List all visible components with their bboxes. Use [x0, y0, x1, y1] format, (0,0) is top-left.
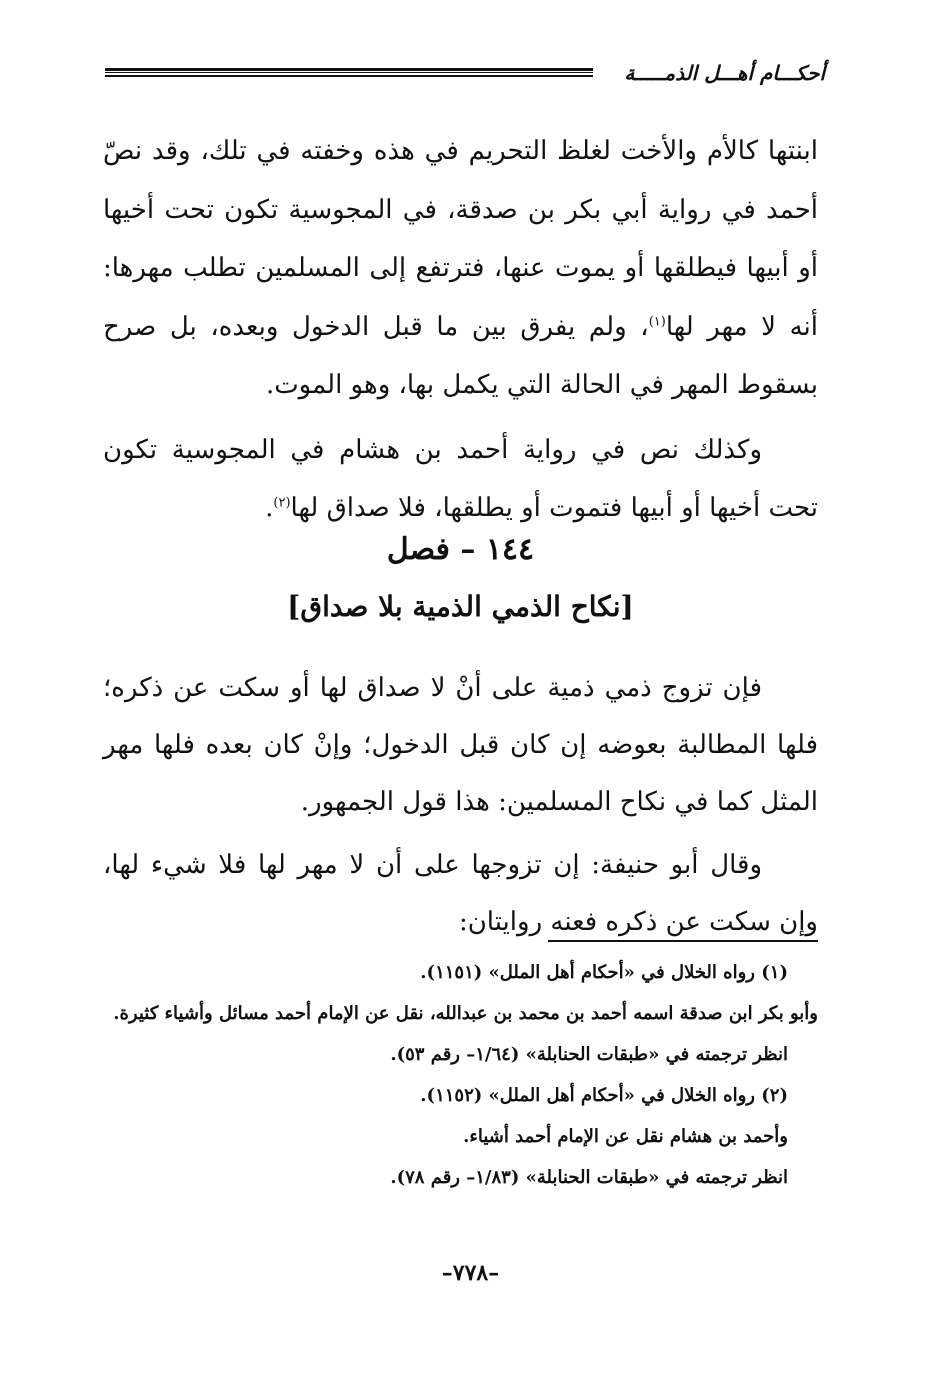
paragraph-4: وقال أبو حنيفة: إن تزوجها على أن لا مهر لها فلا شيء لها، وإن سكت عن ذكره فعنه روايتان:	[103, 850, 818, 937]
paragraph-1-text: ابنتها كالأم والأخت لغلظ التحريم في هذه وخفته في تلك، وقد نصّ أحمد في رواية أبي بكر بن صدقة، في المجوسية تكون تحت أخيها أو أبيها فيطلقها أو يموت عنها، فترتفع إلى المسلمين تطلب مهرها: أنه لا مهر لها	[103, 136, 819, 342]
footnote-ref-2: (٢)	[273, 495, 291, 511]
paragraph-2-tail: .	[265, 493, 274, 523]
running-header-title: أحكـــام أهـــل الذمـــــة	[624, 61, 825, 85]
footnote-2: (٢) رواه الخلال في «أحكام أهل الملل» (١١٥٢).	[420, 1085, 788, 1106]
paragraph-2	[103, 421, 818, 538]
footnote-separator	[548, 940, 818, 942]
footnote-1-reference: انظر ترجمته في «طبقات الحنابلة» (١/٦٤– رقم ٥٣).	[390, 1044, 788, 1065]
paragraph-3: فإن تزوج ذمي ذمية على أنْ لا صداق لها أو سكت عن ذكره؛ فلها المطالبة بعوضه إن كان قبل الدخول؛ وإنْ كان بعده فلها مهر المثل كما في نكاح المسلمين: هذا قول الجمهور.	[103, 673, 818, 817]
footnote-ref-1: (١)	[648, 313, 666, 329]
main-text-upper	[103, 122, 818, 544]
footnote-2-detail: وأحمد بن هشام نقل عن الإمام أحمد أشياء.	[463, 1126, 788, 1147]
footnotes	[103, 952, 818, 1198]
paragraph-2-text: وكذلك نص في رواية أحمد بن هشام في المجوسية تكون تحت أخيها أو أبيها فتموت أو يطلقها، فلا صداق لها	[103, 434, 818, 523]
paragraph-1-tail: ، ولم يفرق بين ما قبل الدخول وبعده، بل صرح بسقوط المهر في الحالة التي يكمل بها، وهو الموت.	[103, 311, 818, 400]
footnote-1: (١) رواه الخلال في «أحكام أهل الملل» (١١٥١).	[420, 962, 788, 983]
footnote-2-reference: انظر ترجمته في «طبقات الحنابلة» (١/٨٣– رقم ٧٨).	[390, 1167, 788, 1188]
page-number: –٧٧٨–	[441, 1260, 500, 1286]
section-title: [نكاح الذمي الذمية بلا صداق]	[287, 590, 634, 623]
header-rule	[105, 68, 593, 77]
section-heading	[103, 525, 818, 631]
footnote-1-detail: وأبو بكر ابن صدقة اسمه أحمد بن محمد بن عبدالله، نقل عن الإمام أحمد مسائل وأشياء كثيرة.	[113, 1003, 818, 1024]
main-text-lower	[103, 660, 818, 957]
paragraph-1	[103, 122, 818, 415]
section-number: ١٤٤ – فصل	[386, 532, 535, 567]
running-header	[105, 58, 825, 88]
